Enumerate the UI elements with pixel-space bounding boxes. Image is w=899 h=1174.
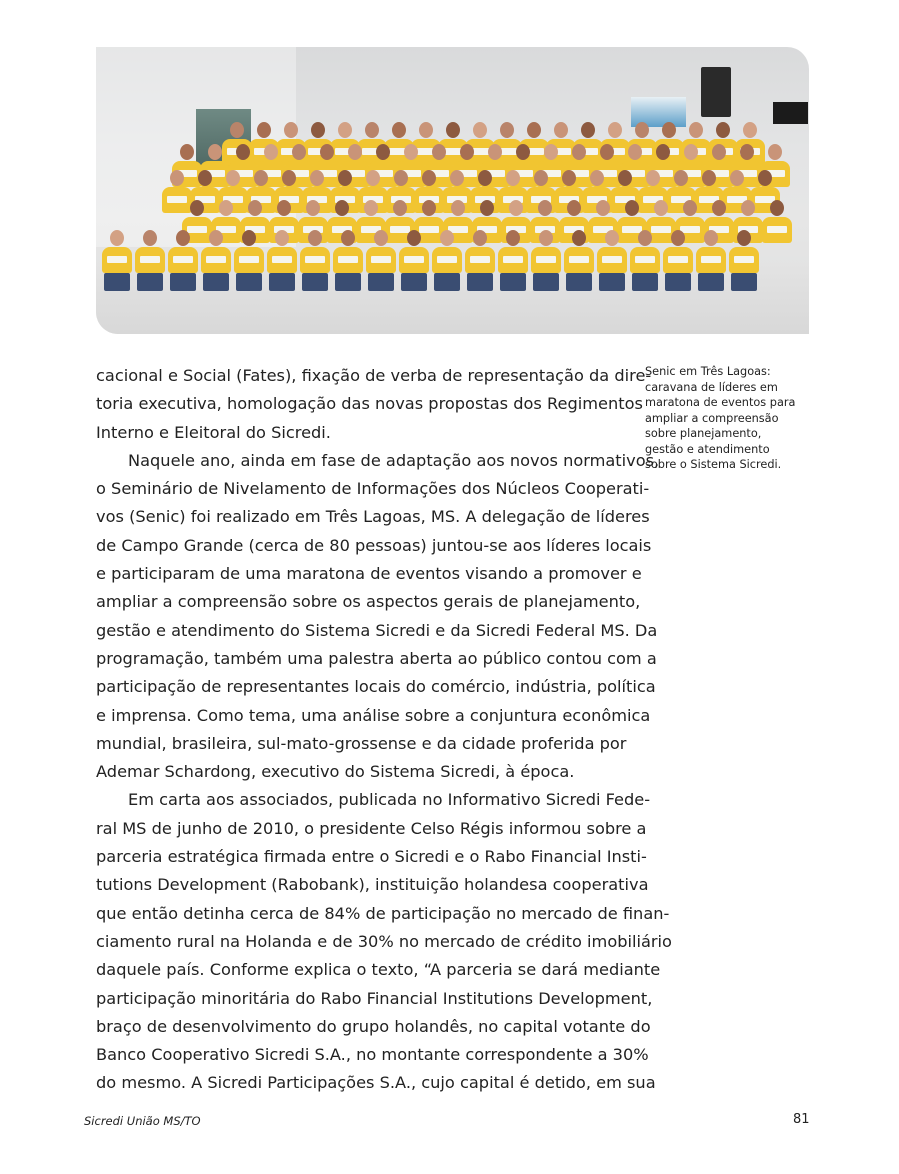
paragraph bbox=[96, 786, 672, 1097]
person bbox=[300, 230, 330, 291]
text-line: ral MS de junho de 2010, o presidente Celso Régis informou sobre a bbox=[96, 818, 647, 838]
text-line: o Seminário de Nivelamento de Informações dos Núcleos Cooperati- bbox=[96, 479, 650, 499]
person bbox=[135, 230, 165, 291]
text-line: Ademar Schardong, executivo do Sistema Sicredi, à época. bbox=[96, 762, 575, 782]
text-line: vos (Senic) foi realizado em Três Lagoas, MS. A delegação de líderes bbox=[96, 507, 650, 527]
person bbox=[729, 230, 759, 291]
person bbox=[663, 230, 693, 291]
text-line: tutions Development (Rabobank), instituição holandesa cooperativa bbox=[96, 875, 649, 895]
paragraph bbox=[96, 447, 660, 787]
caption-line: ampliar a compreensão bbox=[645, 411, 779, 425]
text-line: que então detinha cerca de 84% de participação no mercado de finan- bbox=[96, 903, 670, 923]
text-line: e participaram de uma maratona de eventos visando a promover e bbox=[96, 564, 642, 584]
person bbox=[531, 230, 561, 291]
group-photo bbox=[96, 47, 809, 334]
text-line: Em carta aos associados, publicada no Informativo Sicredi Fede- bbox=[128, 790, 651, 810]
text-line: Interno e Eleitoral do Sicredi. bbox=[96, 422, 331, 442]
text-line: Naquele ano, ainda em fase de adaptação aos novos normativos, bbox=[128, 450, 660, 470]
text-line: ampliar a compreensão sobre os aspectos gerais de planejamento, bbox=[96, 592, 641, 612]
text-line: braço de desenvolvimento do grupo holandês, no capital votante do bbox=[96, 1016, 651, 1036]
person bbox=[201, 230, 231, 291]
person bbox=[432, 230, 462, 291]
text-line: participação de representantes locais do comércio, indústria, política bbox=[96, 677, 656, 697]
caption-line: gestão e atendimento bbox=[645, 442, 770, 456]
text-line: toria executiva, homologação das novas propostas dos Regimentos bbox=[96, 394, 643, 414]
tv-screen bbox=[773, 102, 808, 124]
caption-line: caravana de líderes em bbox=[645, 380, 778, 394]
text-line: programação, também uma palestra aberta ao público contou com a bbox=[96, 648, 657, 668]
person bbox=[366, 230, 396, 291]
text-line: ciamento rural na Holanda e de 30% no mercado de crédito imobiliário bbox=[96, 931, 672, 951]
person bbox=[597, 230, 627, 291]
text-line: cacional e Social (Fates), fixação de verba de representação da dire- bbox=[96, 366, 652, 385]
text-line: do mesmo. A Sicredi Participações S.A., cujo capital é detido, em sua bbox=[96, 1073, 656, 1093]
text-line: gestão e atendimento do Sistema Sicredi e da Sicredi Federal MS. Da bbox=[96, 620, 658, 640]
text-line: parceria estratégica firmada entre o Sicredi e o Rabo Financial Insti- bbox=[96, 847, 647, 867]
person bbox=[399, 230, 429, 291]
person bbox=[762, 200, 792, 243]
caption-line: maratona de eventos para bbox=[645, 396, 796, 409]
body-text bbox=[96, 362, 672, 1098]
person bbox=[630, 230, 660, 291]
person bbox=[267, 230, 297, 291]
text-line: Banco Cooperativo Sicredi S.A., no montante correspondente a 30% bbox=[96, 1045, 649, 1065]
photo-caption bbox=[645, 364, 820, 473]
text-line: e imprensa. Como tema, uma análise sobre a conjuntura econômica bbox=[96, 705, 651, 725]
caption-line: Senic em Três Lagoas: bbox=[645, 365, 771, 378]
footer-publication: Sicredi União MS/TO bbox=[84, 1114, 201, 1128]
person bbox=[696, 230, 726, 291]
text-line: mundial, brasileira, sul-mato-grossense e da cidade proferida por bbox=[96, 733, 627, 753]
text-line: de Campo Grande (cerca de 80 pessoas) juntou-se aos líderes locais bbox=[96, 535, 652, 555]
text-line: daquele país. Conforme explica o texto, “A parceria se dará mediante bbox=[96, 960, 661, 980]
person bbox=[465, 230, 495, 291]
person bbox=[102, 230, 132, 291]
text-line: participação minoritária do Rabo Financial Institutions Development, bbox=[96, 988, 653, 1008]
speaker bbox=[701, 67, 731, 117]
person bbox=[234, 230, 264, 291]
person bbox=[168, 230, 198, 291]
caption-line: sobre o Sistema Sicredi. bbox=[645, 458, 782, 471]
paragraph bbox=[96, 362, 652, 447]
person bbox=[498, 230, 528, 291]
person bbox=[333, 230, 363, 291]
person bbox=[564, 230, 594, 291]
page-number: 81 bbox=[793, 1112, 810, 1127]
caption-line: sobre planejamento, bbox=[645, 427, 762, 440]
crowd bbox=[102, 122, 801, 304]
